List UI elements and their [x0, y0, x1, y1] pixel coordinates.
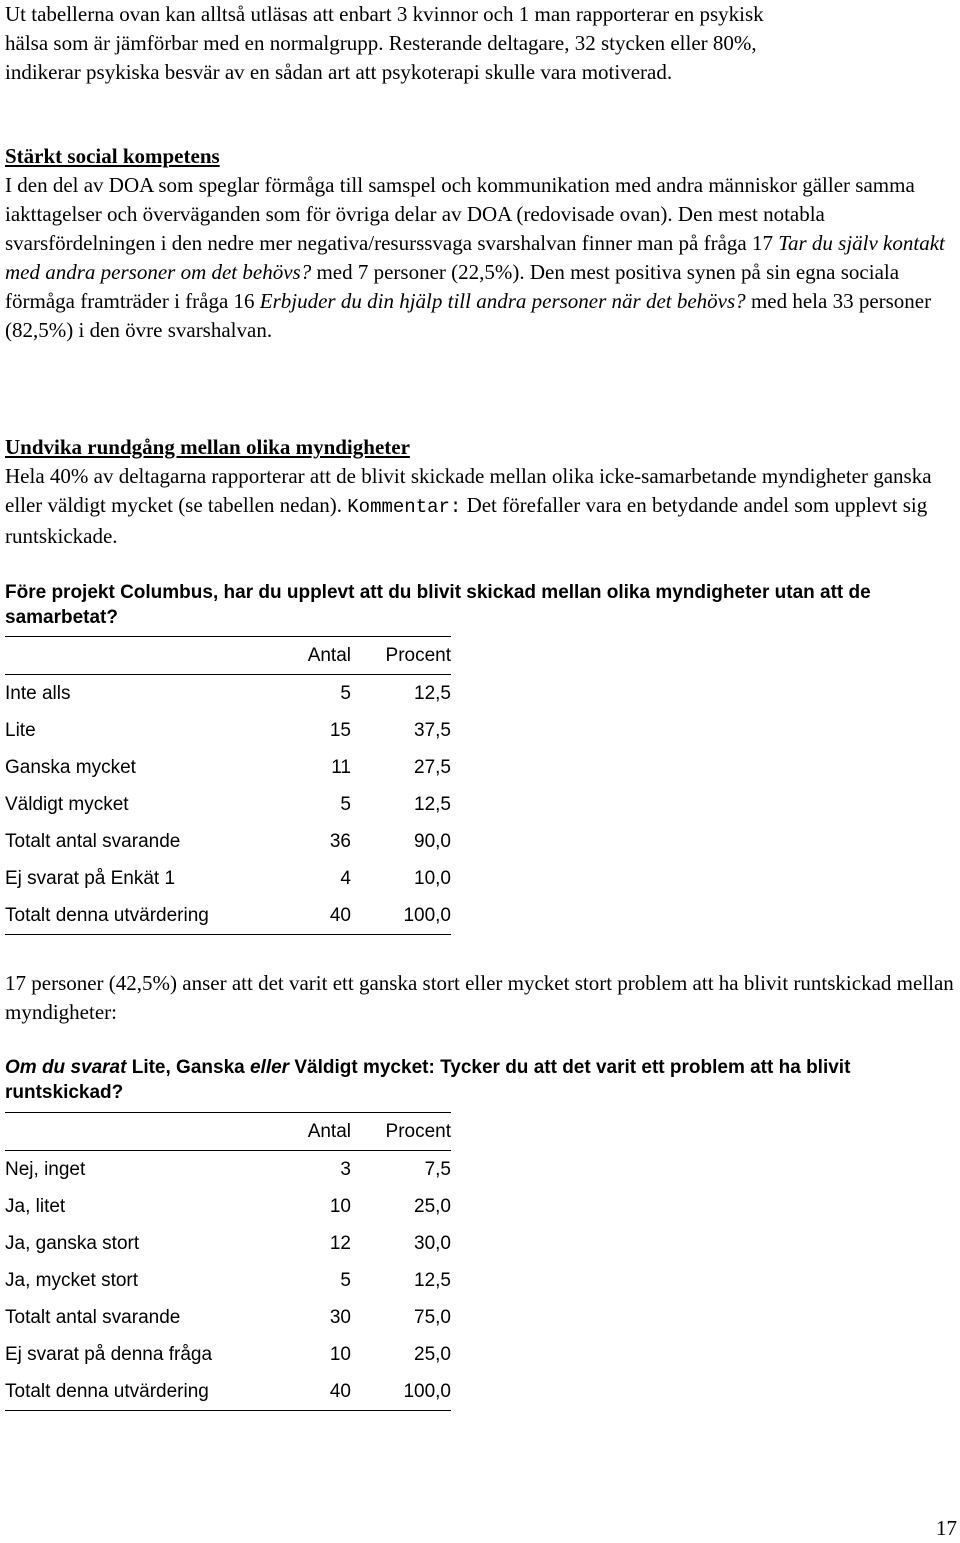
row-label: Totalt denna utvärdering — [5, 904, 209, 926]
table-row — [5, 1373, 451, 1411]
row-antal: 11 — [331, 756, 351, 778]
row-label: Ja, ganska stort — [5, 1232, 140, 1254]
table-row — [5, 823, 451, 860]
table-row — [5, 1151, 451, 1189]
header-antal: Antal — [307, 1120, 351, 1142]
body-text: Det förefaller vara en betydande andel som upplevt sig runtskickade. — [5, 493, 928, 548]
row-label: Ganska mycket — [5, 756, 136, 778]
section-body — [5, 171, 956, 345]
title-italic: eller — [249, 1057, 290, 1078]
row-label: Totalt antal svarande — [5, 1306, 181, 1328]
table-row — [5, 1262, 451, 1299]
header-antal: Antal — [307, 644, 351, 666]
intro-line: Ut tabellerna ovan kan alltså utläsas att enbart 3 kvinnor och 1 man rapporterar en psykisk — [5, 2, 764, 26]
row-label: Totalt antal svarande — [5, 830, 181, 852]
row-procent: 7,5 — [424, 1158, 451, 1180]
header-procent: Procent — [385, 1120, 451, 1142]
body-text: med hela 33 personer (82,5%) i den övre svarshalvan. — [5, 289, 932, 342]
row-antal: 3 — [340, 1158, 351, 1180]
table-row — [5, 1225, 451, 1262]
table-row — [5, 1299, 451, 1336]
row-procent: 25,0 — [414, 1343, 451, 1365]
table-row — [5, 749, 451, 786]
row-procent: 100,0 — [403, 904, 451, 926]
row-procent: 10,0 — [414, 867, 451, 889]
row-procent: 27,5 — [414, 756, 451, 778]
intro-line: hälsa som är jämförbar med en normalgrupp. Resterande deltagare, 32 stycken eller 80%, — [5, 31, 757, 55]
section-heading-avoid-roundtrip[interactable] — [5, 433, 956, 462]
body-text: med 7 personer (22,5%). Den mest positiva synen på sin egna sociala förmåga framträder i fråga 16 — [5, 260, 900, 313]
body-text: Hela 40% av deltagarna rapporterar att de blivit skickade mellan olika icke-samarbetande myndigheter ganska eller väldigt mycket (se tabellen nedan). — [5, 464, 932, 517]
table1-title: Före projekt Columbus, har du upplevt att du blivit skickad mellan olika myndigheter utan att de samarbetat? — [5, 582, 871, 628]
table-row — [5, 786, 451, 823]
section-body — [5, 462, 956, 551]
table-row — [5, 1336, 451, 1373]
summary-paragraph: 17 personer (42,5%) anser att det varit ett ganska stort eller mycket stort problem att ha blivit runtskickad mellan myndigheter: — [5, 971, 954, 1024]
row-antal: 4 — [340, 867, 351, 889]
row-antal: 15 — [329, 719, 351, 741]
row-label: Lite — [5, 719, 36, 741]
title-text: Lite, Ganska — [126, 1057, 250, 1078]
table-row — [5, 1188, 451, 1225]
row-antal: 5 — [340, 793, 351, 815]
row-antal: 36 — [329, 830, 351, 852]
row-antal: 40 — [329, 1380, 351, 1402]
row-label: Totalt denna utvärdering — [5, 1380, 209, 1402]
question-17: Tar du själv kontakt med andra personer om det behövs? — [5, 231, 945, 284]
table-row — [5, 897, 451, 935]
section-heading-social-competence[interactable] — [5, 142, 956, 171]
table-header-row — [5, 1113, 451, 1151]
body-text: I den del av DOA som speglar förmåga till samspel och kommunikation med andra människor gäller samma iakttagelser och överväganden som för övriga delar av DOA (redovisade ovan). Den mest notabla svarsfördelningen i den nedre mer negativa/resurssvaga svarshalvan finner man på fråga 17 — [5, 173, 915, 255]
table-row — [5, 860, 451, 897]
title-text: Väldigt mycket: Tycker du att det varit ett problem att ha blivit runtskickad? — [5, 1057, 851, 1103]
row-procent: 100,0 — [403, 1380, 451, 1402]
row-antal: 12 — [329, 1232, 351, 1254]
table-header-row — [5, 637, 451, 675]
table2-title — [5, 1055, 950, 1105]
row-procent: 90,0 — [414, 830, 451, 852]
row-procent: 12,5 — [414, 682, 451, 704]
row-label: Ja, mycket stort — [5, 1269, 139, 1291]
section-heading-text[interactable]: Stärkt social kompetens — [5, 144, 220, 168]
row-antal: 5 — [340, 1269, 351, 1291]
row-procent: 75,0 — [414, 1306, 451, 1328]
row-procent: 12,5 — [414, 1269, 451, 1291]
row-antal: 10 — [329, 1195, 351, 1217]
intro-paragraph — [5, 0, 956, 87]
comment-label: Kommentar: — [347, 496, 462, 518]
row-procent: 30,0 — [414, 1232, 451, 1254]
row-label: Ja, litet — [5, 1195, 66, 1217]
table-row — [5, 712, 451, 749]
section-heading-text[interactable]: Undvika rundgång mellan olika myndigheter — [5, 435, 410, 459]
header-empty — [5, 1113, 255, 1151]
row-antal: 30 — [329, 1306, 351, 1328]
row-procent: 37,5 — [414, 719, 451, 741]
row-procent: 25,0 — [414, 1195, 451, 1217]
row-antal: 10 — [329, 1343, 351, 1365]
row-label: Ej svarat på Enkät 1 — [5, 867, 176, 889]
table1 — [5, 636, 451, 935]
row-label: Ej svarat på denna fråga — [5, 1343, 213, 1365]
question-16: Erbjuder du din hjälp till andra personer när det behövs? — [259, 289, 746, 313]
header-procent: Procent — [385, 644, 451, 666]
table2 — [5, 1112, 451, 1411]
table-row — [5, 675, 451, 713]
intro-line: indikerar psykiska besvär av en sådan art att psykoterapi skulle vara motiverad. — [5, 60, 673, 84]
row-label: Inte alls — [5, 682, 71, 704]
title-italic: Om du svarat — [5, 1057, 127, 1078]
row-antal: 5 — [340, 682, 351, 704]
page-number: 17 — [936, 1516, 957, 1540]
row-procent: 12,5 — [414, 793, 451, 815]
row-label: Nej, inget — [5, 1158, 86, 1180]
header-empty — [5, 637, 255, 675]
section-avoid-roundtrip — [5, 433, 956, 551]
section-social-competence — [5, 142, 956, 345]
row-antal: 40 — [329, 904, 351, 926]
row-label: Väldigt mycket — [5, 793, 129, 815]
